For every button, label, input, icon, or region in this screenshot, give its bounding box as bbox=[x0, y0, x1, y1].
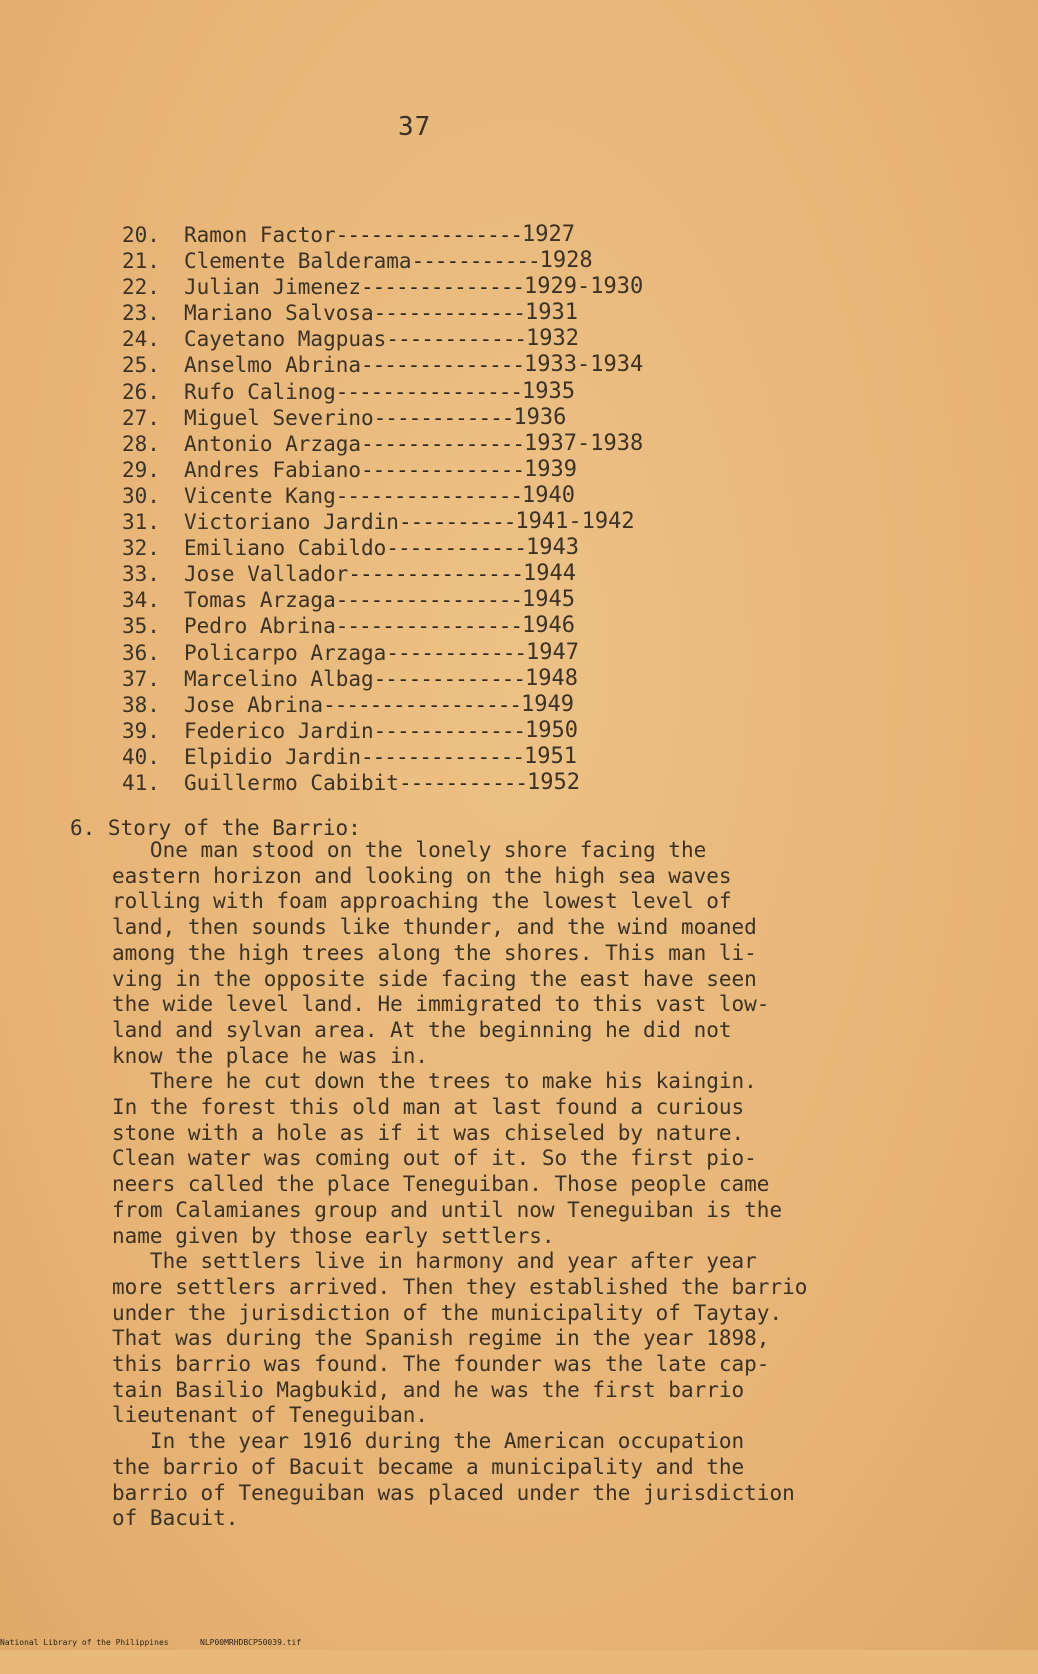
story-heading: 6. Story of the Barrio: bbox=[70, 816, 361, 840]
item-number: 21. bbox=[122, 249, 160, 274]
story-line: of Bacuit. bbox=[112, 1506, 239, 1531]
scan-footer bbox=[0, 1638, 302, 1674]
term-years: 1933-1934 bbox=[524, 352, 644, 378]
term-years: 1941-1942 bbox=[515, 509, 635, 535]
official-name: Guillermo Cabibit bbox=[184, 770, 399, 795]
official-name: Cayetano Magpuas bbox=[184, 327, 387, 352]
list-item bbox=[122, 483, 822, 509]
item-number: 26. bbox=[122, 379, 160, 404]
story-line: land, then sounds like thunder, and the wind moaned bbox=[112, 915, 757, 940]
official-name: Antonio Arzaga bbox=[184, 431, 362, 456]
official-name: Federico Jardin bbox=[184, 718, 374, 743]
term-years: 1944 bbox=[523, 561, 577, 587]
list-item bbox=[122, 326, 822, 352]
leader-dashes: ---------------- bbox=[335, 223, 523, 247]
list-item bbox=[122, 666, 822, 692]
leader-dashes: ------------ bbox=[373, 405, 514, 430]
leader-dashes: ---------------- bbox=[335, 588, 523, 613]
term-years: 1940 bbox=[522, 482, 575, 508]
official-name: Ramon Factor bbox=[184, 223, 336, 247]
story-line: stone with a hole as if it was chiseled by nature. bbox=[112, 1120, 745, 1145]
official-name: Andres Fabiano bbox=[184, 457, 362, 482]
official-name: Rufo Calinog bbox=[184, 379, 336, 404]
item-number: 24. bbox=[122, 327, 160, 352]
story-line: more settlers arrived. Then they established the barrio bbox=[112, 1274, 808, 1299]
officials-list bbox=[122, 222, 822, 796]
list-item bbox=[122, 561, 822, 587]
item-number: 30. bbox=[122, 483, 160, 508]
leader-dashes: ---------------- bbox=[335, 379, 523, 404]
story-line: The settlers live in harmony and year after year bbox=[112, 1249, 757, 1274]
leader-dashes: -------------- bbox=[361, 431, 525, 456]
leader-dashes: ------------- bbox=[373, 666, 526, 691]
item-number: 40. bbox=[122, 744, 160, 769]
leader-dashes: ------------- bbox=[373, 718, 526, 743]
story-line: barrio of Teneguiban was placed under the jurisdiction bbox=[112, 1480, 795, 1505]
term-years: 1932 bbox=[526, 326, 579, 352]
list-item bbox=[122, 379, 822, 405]
item-number: 31. bbox=[122, 510, 160, 535]
leader-dashes: -------------- bbox=[361, 744, 525, 769]
story-line: That was during the Spanish regime in the year 1898, bbox=[112, 1326, 770, 1351]
leader-dashes: -------------- bbox=[361, 457, 525, 482]
item-number: 29. bbox=[122, 457, 160, 482]
item-number: 37. bbox=[122, 666, 160, 691]
term-years: 1936 bbox=[513, 404, 567, 430]
official-name: Policarpo Arzaga bbox=[184, 640, 387, 665]
term-years: 1935 bbox=[522, 378, 575, 404]
list-item bbox=[122, 300, 822, 326]
leader-dashes: ------------- bbox=[373, 301, 526, 326]
list-item bbox=[122, 535, 822, 561]
story-line: from Calamianes group and until now Teneguiban is the bbox=[112, 1197, 783, 1222]
list-item bbox=[122, 405, 822, 431]
story-line: Clean water was coming out of it. So the first pio- bbox=[112, 1146, 757, 1171]
leader-dashes: -------------- bbox=[361, 353, 525, 378]
story-line: among the high trees along the shores. This man li- bbox=[112, 940, 757, 965]
item-number: 33. bbox=[122, 562, 160, 587]
official-name: Pedro Abrina bbox=[184, 614, 336, 639]
term-years: 1931 bbox=[525, 300, 579, 326]
official-name: Miguel Severino bbox=[184, 405, 374, 430]
leader-dashes: --------------- bbox=[348, 562, 524, 587]
official-name: Jose Vallador bbox=[184, 562, 349, 587]
item-number: 38. bbox=[122, 692, 160, 717]
leader-dashes: ---------------- bbox=[335, 483, 523, 508]
term-years: 1929-1930 bbox=[524, 274, 644, 300]
list-item bbox=[122, 352, 822, 378]
list-item bbox=[122, 744, 822, 770]
item-number: 36. bbox=[122, 640, 160, 665]
term-years: 1946 bbox=[522, 613, 575, 639]
list-item bbox=[122, 718, 822, 744]
list-item bbox=[122, 640, 822, 666]
term-years: 1948 bbox=[525, 665, 579, 691]
list-item bbox=[122, 248, 822, 274]
official-name: Tomas Arzaga bbox=[184, 588, 336, 613]
leader-dashes: ------------ bbox=[386, 640, 527, 665]
list-item bbox=[122, 770, 822, 796]
library-credit: National Library of the Philippines bbox=[0, 1638, 169, 1647]
story-line: name given by those early settlers. bbox=[112, 1223, 555, 1248]
official-name: Emiliano Cabildo bbox=[184, 536, 387, 561]
item-number: 32. bbox=[122, 536, 160, 561]
story-line: under the jurisdiction of the municipality of Taytay. bbox=[112, 1300, 783, 1325]
item-number: 22. bbox=[122, 275, 160, 300]
item-number: 41. bbox=[122, 770, 160, 795]
item-number: 28. bbox=[122, 431, 160, 456]
term-years: 1927 bbox=[522, 222, 575, 247]
story-line: ving in the opposite side facing the east have seen bbox=[112, 966, 757, 991]
list-item bbox=[122, 274, 822, 300]
story-body bbox=[112, 838, 992, 1532]
term-years: 1943 bbox=[526, 535, 579, 561]
official-name: Elpidio Jardin bbox=[184, 744, 362, 769]
official-name: Julian Jimenez bbox=[184, 275, 362, 300]
item-number: 34. bbox=[122, 588, 160, 613]
page-number: 37 bbox=[398, 112, 432, 142]
leader-dashes: ----------- bbox=[398, 770, 528, 795]
item-number: 25. bbox=[122, 353, 160, 378]
story-line: There he cut down the trees to make his kaingin. bbox=[112, 1069, 757, 1094]
story-line: this barrio was found. The founder was the late cap- bbox=[112, 1352, 770, 1377]
leader-dashes: ----------------- bbox=[323, 692, 522, 717]
list-item bbox=[122, 613, 822, 639]
official-name: Vicente Kang bbox=[184, 483, 336, 508]
leader-dashes: ------------ bbox=[386, 536, 527, 561]
list-item bbox=[122, 222, 822, 248]
term-years: 1937-1938 bbox=[524, 430, 644, 456]
official-name: Jose Abrina bbox=[184, 692, 324, 717]
story-line: In the year 1916 during the American occupation bbox=[112, 1429, 745, 1454]
term-years: 1939 bbox=[524, 456, 578, 482]
term-years: 1952 bbox=[527, 769, 580, 795]
leader-dashes: ---------- bbox=[398, 510, 516, 535]
list-item bbox=[122, 509, 822, 535]
story-line: neers called the place Teneguiban. Those people came bbox=[112, 1172, 770, 1197]
item-number: 27. bbox=[122, 405, 160, 430]
term-years: 1947 bbox=[526, 639, 579, 665]
story-line: the wide level land. He immigrated to this vast low- bbox=[112, 992, 770, 1017]
official-name: Clemente Balderama bbox=[184, 249, 412, 274]
story-line: tain Basilio Magbukid, and he was the first barrio bbox=[112, 1377, 745, 1402]
official-name: Marcelino Albag bbox=[184, 666, 374, 691]
term-years: 1949 bbox=[521, 691, 574, 717]
file-name: NLP00MRHDBCP50039.tif bbox=[200, 1638, 302, 1647]
leader-dashes: -------------- bbox=[361, 275, 525, 300]
list-item bbox=[122, 431, 822, 457]
story-line: lieutenant of Teneguiban. bbox=[112, 1403, 429, 1428]
story-line: eastern horizon and looking on the high sea waves bbox=[112, 863, 732, 888]
official-name: Victoriano Jardin bbox=[184, 510, 399, 535]
leader-dashes: ---------------- bbox=[335, 614, 523, 639]
official-name: Anselmo Abrina bbox=[184, 353, 362, 378]
item-number: 35. bbox=[122, 614, 160, 639]
leader-dashes: ----------- bbox=[411, 249, 540, 274]
leader-dashes: ------------ bbox=[386, 327, 527, 352]
item-number: 23. bbox=[122, 301, 160, 326]
term-years: 1945 bbox=[522, 587, 575, 613]
official-name: Mariano Salvosa bbox=[184, 301, 374, 326]
term-years: 1950 bbox=[525, 717, 579, 743]
story-line: rolling with foam approaching the lowest level of bbox=[112, 889, 732, 914]
story-line: One man stood on the lonely shore facing the bbox=[112, 838, 707, 862]
term-years: 1951 bbox=[524, 743, 578, 769]
item-number: 39. bbox=[122, 718, 160, 743]
list-item bbox=[122, 692, 822, 718]
list-item bbox=[122, 587, 822, 613]
item-number: 20. bbox=[122, 223, 160, 247]
list-item bbox=[122, 457, 822, 483]
term-years: 1928 bbox=[539, 248, 593, 274]
story-line: know the place he was in. bbox=[112, 1043, 429, 1068]
story-line: In the forest this old man at last found a curious bbox=[112, 1095, 745, 1120]
story-line: land and sylvan area. At the beginning he did not bbox=[112, 1017, 732, 1042]
story-line: the barrio of Bacuit became a municipality and the bbox=[112, 1454, 745, 1479]
